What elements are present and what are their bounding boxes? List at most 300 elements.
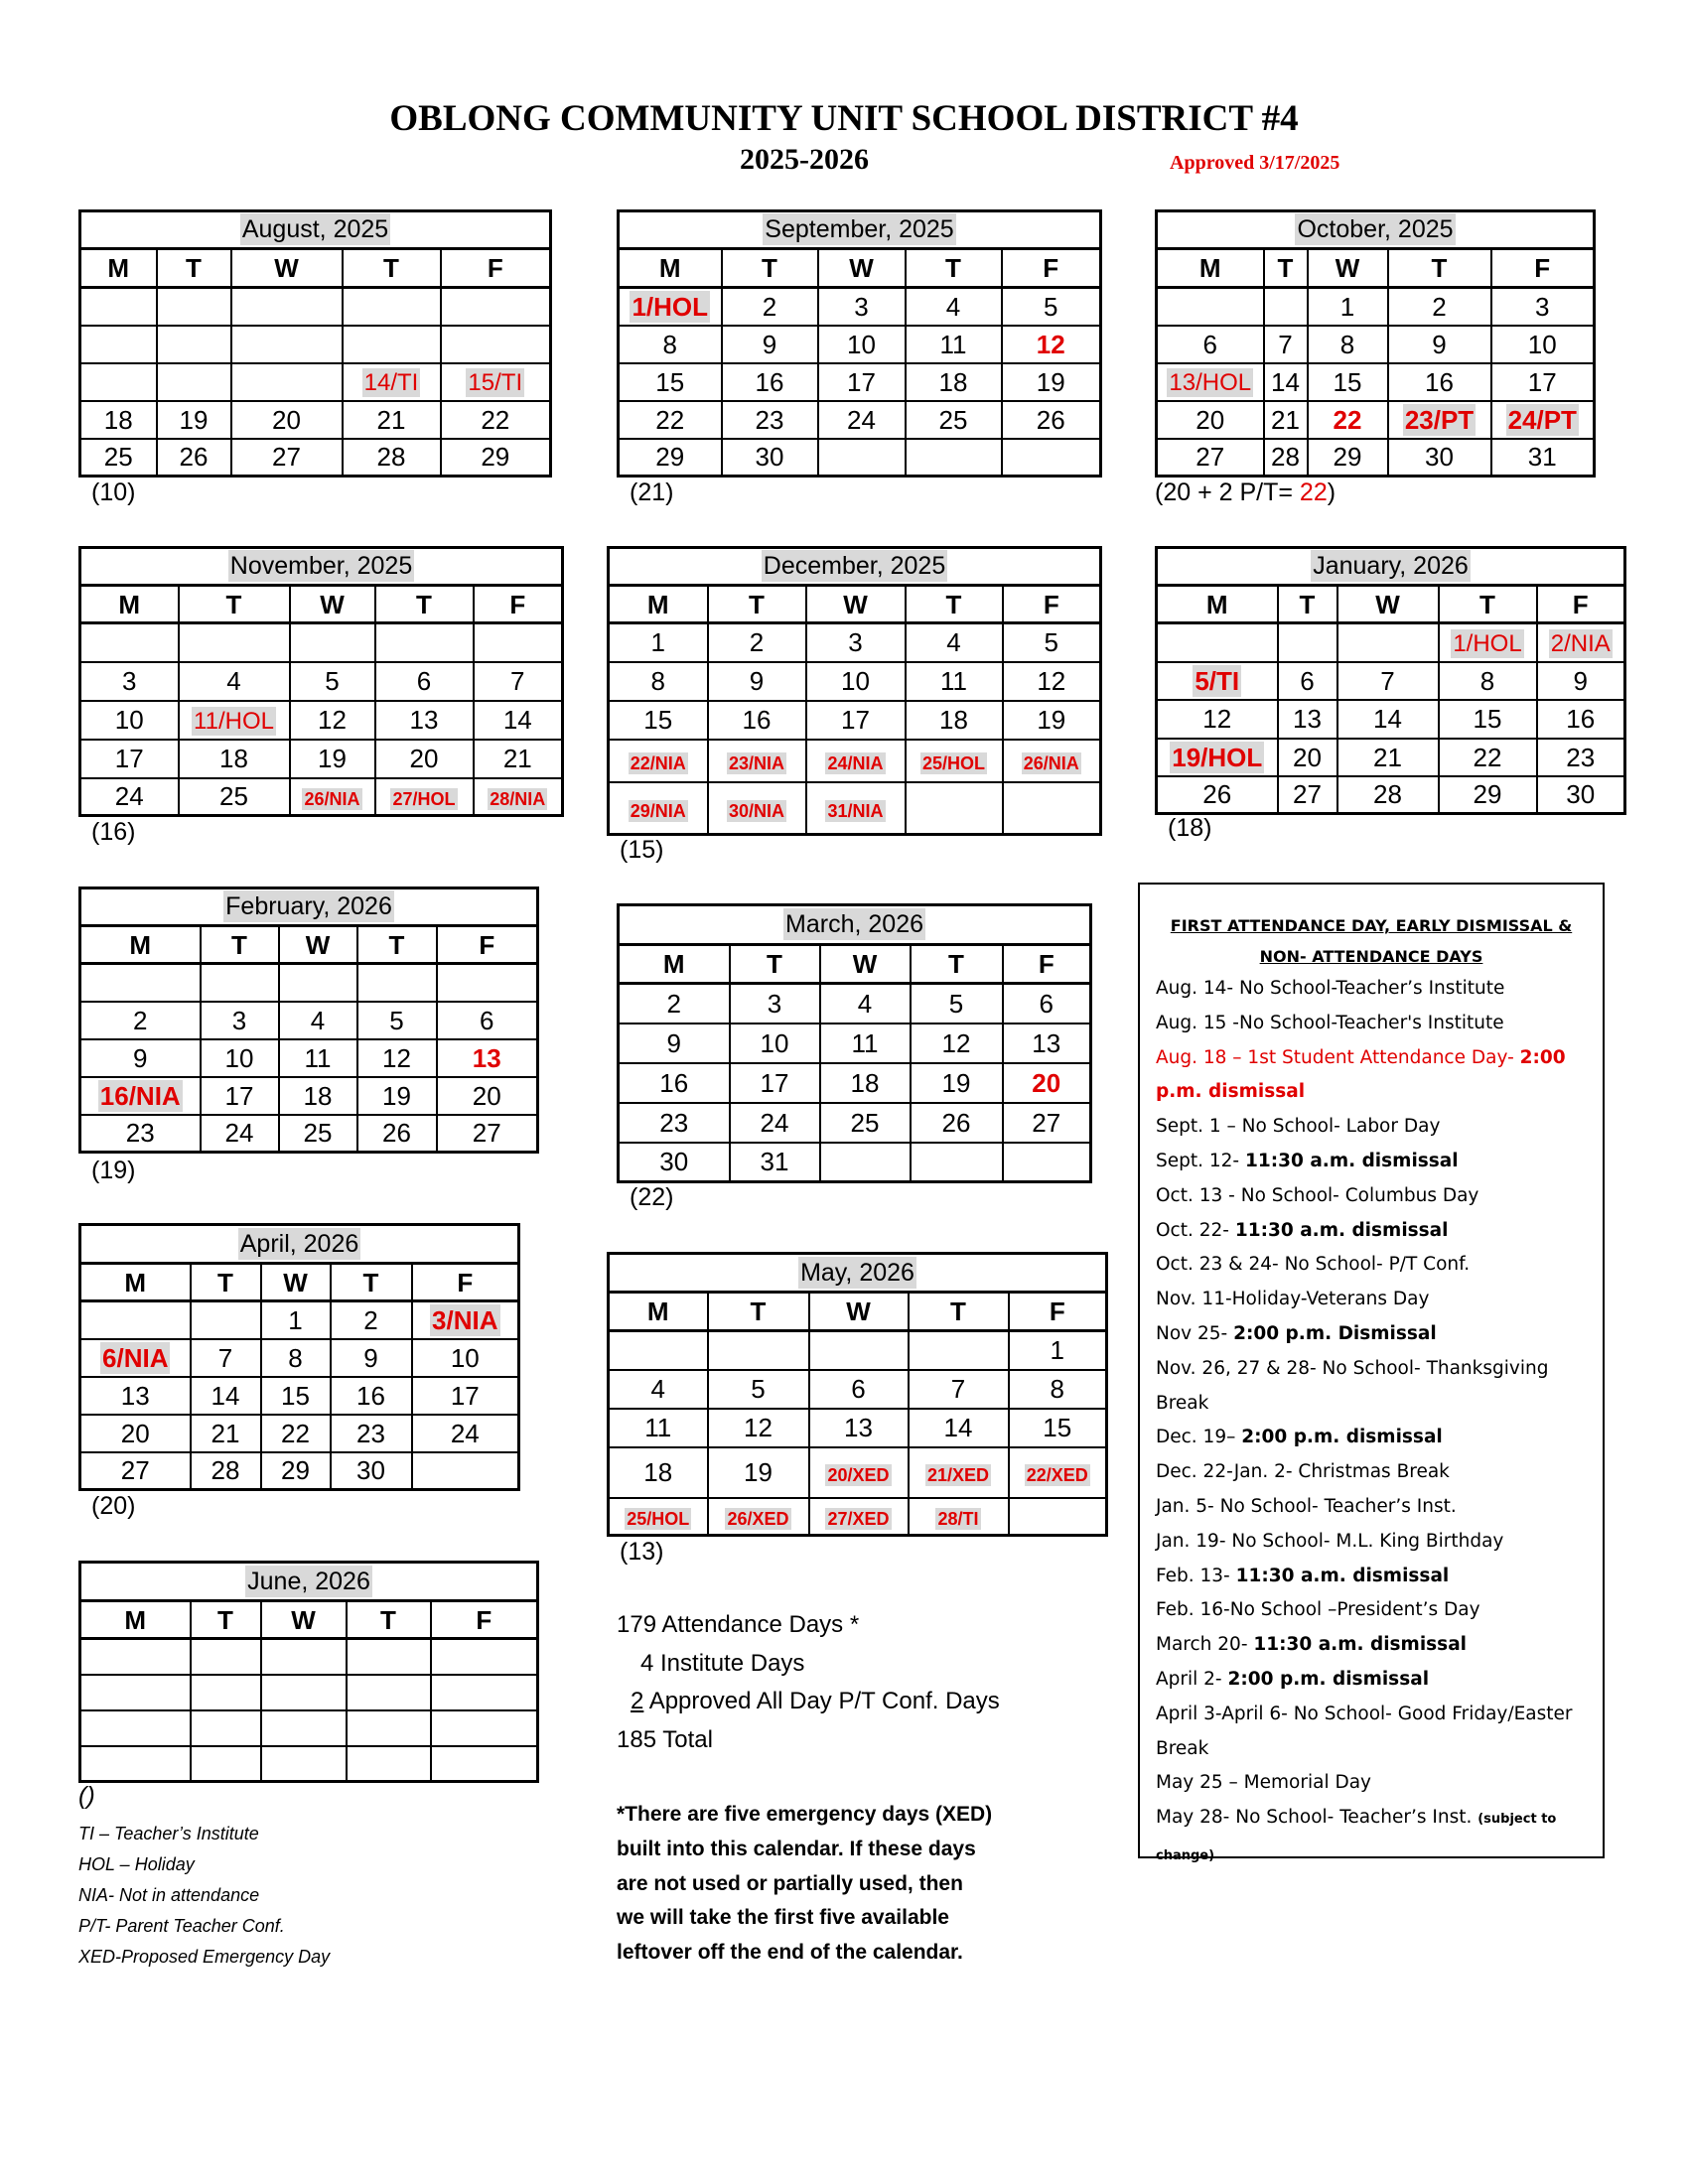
- day-cell: [619, 326, 722, 363]
- day-label: 9: [363, 1342, 378, 1373]
- day-cell: [80, 288, 157, 326]
- day-cell: [722, 326, 818, 363]
- day-cell: [231, 326, 343, 363]
- day-cell: [708, 701, 806, 740]
- day-cell: [261, 1675, 347, 1710]
- count-part: (20 + 2 P/T=: [1155, 478, 1300, 506]
- day-cell: [80, 1639, 191, 1675]
- day-cell: [441, 439, 551, 477]
- day-cell: [80, 964, 201, 1002]
- day-cell: [609, 782, 708, 835]
- day-label: 23: [659, 1107, 689, 1138]
- day-label: 15: [643, 705, 673, 735]
- day-label: 28/NIA: [490, 789, 546, 810]
- day-cell: [375, 740, 474, 778]
- day-cell: [1002, 326, 1101, 363]
- day-cell: [80, 1710, 191, 1746]
- day-cell: [1009, 1409, 1107, 1447]
- weekday-header: M: [619, 249, 722, 288]
- item-text-bold: 11:30 a.m. dismissal: [1234, 1219, 1449, 1241]
- day-cell: [1157, 401, 1264, 439]
- weekday-header: T: [201, 926, 279, 964]
- day-cell: [412, 1377, 519, 1415]
- day-cell: [1002, 363, 1101, 401]
- day-cell: [80, 1675, 191, 1710]
- day-cell: [818, 288, 906, 326]
- day-cell: [343, 401, 441, 439]
- weekday-header: W: [820, 945, 911, 984]
- day-label: 10: [1527, 329, 1557, 359]
- day-cell: [1439, 739, 1537, 776]
- item-text-pre: May 28- No School- Teacher’s Inst.: [1156, 1807, 1478, 1829]
- item-text-pre: Feb. 16-No School –President’s Day: [1156, 1599, 1480, 1621]
- day-label: 11/HOL: [194, 707, 274, 735]
- day-label: 10: [450, 1342, 480, 1373]
- month-title: December, 2025: [763, 552, 946, 580]
- week-row: [1157, 739, 1625, 776]
- day-cell: [1157, 700, 1278, 739]
- day-cell: [906, 401, 1002, 439]
- day-cell: [906, 439, 1002, 477]
- day-label: 28: [1373, 779, 1402, 810]
- day-cell: [609, 1370, 708, 1409]
- day-label: 4: [650, 1374, 665, 1404]
- day-cell: [80, 740, 179, 778]
- day-label: 22: [655, 404, 685, 435]
- item-text-pre: March 20-: [1156, 1634, 1254, 1656]
- day-cell: [474, 778, 563, 816]
- day-label: 15: [1043, 1413, 1072, 1442]
- day-cell: [261, 1746, 347, 1782]
- day-cell: [708, 1370, 809, 1409]
- day-cell: [619, 1103, 730, 1143]
- day-label: 12: [318, 705, 347, 735]
- attendance-days: 179 Attendance Days *: [617, 1611, 860, 1638]
- day-label: 17: [760, 1067, 789, 1098]
- day-cell: [911, 984, 1003, 1024]
- day-cell: [1157, 623, 1278, 662]
- item-text-pre: Aug. 14- No School-Teacher’s Institute: [1156, 978, 1505, 999]
- month-title-cell: [80, 888, 538, 926]
- day-label: 8: [1479, 665, 1495, 696]
- non-attendance-item: [1156, 1110, 1599, 1145]
- month-day-count: (20): [91, 1492, 136, 1520]
- day-cell: [820, 1024, 911, 1063]
- month-title-cell: [609, 548, 1101, 586]
- week-row: [80, 1746, 538, 1782]
- day-cell: [80, 1002, 201, 1039]
- footnote-line: *There are five emergency days (XED): [617, 1803, 993, 1826]
- day-cell: [191, 1675, 261, 1710]
- day-cell: [357, 964, 437, 1002]
- day-label: 11: [939, 329, 967, 359]
- day-cell: [619, 439, 722, 477]
- day-label: 20/XED: [827, 1465, 890, 1485]
- weekday-header: W: [290, 586, 375, 623]
- item-text-pre: Dec. 19–: [1156, 1427, 1242, 1448]
- day-label: 7: [1278, 329, 1293, 359]
- item-text-bold: 11:30 a.m. dismissal: [1244, 1150, 1459, 1171]
- day-label: 3: [767, 988, 782, 1019]
- day-cell: [80, 1415, 191, 1452]
- item-text-pre: Feb. 13-: [1156, 1565, 1236, 1586]
- month-day-count: (10): [91, 478, 136, 506]
- week-row: [80, 288, 551, 326]
- non-attendance-item: [1156, 1593, 1599, 1628]
- day-cell: [818, 439, 906, 477]
- day-label: 16/NIA: [99, 1080, 181, 1111]
- week-row: [80, 740, 563, 778]
- week-row: [80, 401, 551, 439]
- day-cell: [1337, 662, 1439, 700]
- week-row: [1157, 401, 1595, 439]
- day-label: 26: [941, 1107, 971, 1138]
- week-row: [609, 701, 1101, 740]
- day-cell: [179, 778, 290, 816]
- month-title: February, 2026: [225, 892, 392, 920]
- month-calendar: [78, 1223, 520, 1491]
- non-attendance-list: [1156, 972, 1599, 1874]
- week-row: [609, 1498, 1107, 1536]
- day-cell: [347, 1639, 431, 1675]
- week-row: [1157, 700, 1625, 739]
- day-cell: [909, 1331, 1009, 1370]
- day-cell: [231, 401, 343, 439]
- month-title-cell: [80, 1225, 519, 1264]
- day-label: 9: [749, 666, 765, 696]
- weekday-header: M: [1157, 249, 1264, 288]
- day-cell: [909, 1447, 1009, 1498]
- day-cell: [261, 1301, 331, 1339]
- day-label: 9: [133, 1042, 148, 1073]
- day-cell: [290, 623, 375, 662]
- day-label: 13/HOL: [1169, 369, 1252, 396]
- day-cell: [1157, 363, 1264, 401]
- day-cell: [290, 701, 375, 740]
- day-cell: [818, 401, 906, 439]
- weekday-header: T: [1278, 586, 1337, 623]
- day-label: 21: [502, 744, 532, 773]
- weekday-header: F: [1491, 249, 1595, 288]
- day-cell: [909, 1370, 1009, 1409]
- day-totals: [617, 1606, 1000, 1759]
- day-label: 19: [318, 744, 347, 773]
- day-label: 8: [288, 1342, 303, 1373]
- item-text-pre: Oct. 23 & 24- No School- P/T Conf.: [1156, 1254, 1471, 1276]
- day-cell: [437, 1002, 538, 1039]
- non-attendance-item: [1156, 1283, 1599, 1317]
- week-row: [80, 1452, 519, 1490]
- week-row: [80, 1002, 538, 1039]
- day-cell: [347, 1675, 431, 1710]
- item-text-pre: Aug. 15 -No School-Teacher's Institute: [1156, 1012, 1504, 1033]
- day-label: 2: [1432, 291, 1447, 322]
- day-label: 16: [356, 1380, 385, 1411]
- day-cell: [1002, 288, 1101, 326]
- day-label: 27: [1032, 1107, 1061, 1138]
- week-row: [80, 778, 563, 816]
- month-title: April, 2026: [239, 1229, 359, 1258]
- day-label: 14: [1271, 366, 1300, 397]
- item-text-bold: 11:30 a.m. dismissal: [1253, 1634, 1468, 1656]
- day-label: 24: [114, 781, 144, 812]
- weekday-header: W: [279, 926, 357, 964]
- day-cell: [279, 1039, 357, 1077]
- day-cell: [1264, 288, 1308, 326]
- day-cell: [80, 326, 157, 363]
- day-label: 7: [950, 1374, 966, 1404]
- month-day-count: (15): [620, 836, 664, 864]
- week-row: [80, 1301, 519, 1339]
- day-cell: [441, 363, 551, 401]
- weekday-header: F: [474, 586, 563, 623]
- week-row: [609, 662, 1101, 701]
- day-cell: [80, 1377, 191, 1415]
- day-cell: [1003, 740, 1101, 782]
- day-cell: [80, 1039, 201, 1077]
- weekday-header: T: [909, 1293, 1009, 1331]
- non-attendance-item: [1156, 1421, 1599, 1455]
- day-cell: [806, 782, 906, 835]
- day-cell: [818, 326, 906, 363]
- month-day-count: (18): [1168, 814, 1212, 842]
- weekday-header: W: [1308, 249, 1388, 288]
- week-row: [80, 326, 551, 363]
- day-cell: [911, 1024, 1003, 1063]
- non-attendance-item: [1156, 1525, 1599, 1560]
- day-cell: [809, 1370, 909, 1409]
- day-cell: [708, 740, 806, 782]
- day-cell: [911, 1143, 1003, 1182]
- day-cell: [343, 288, 441, 326]
- day-cell: [806, 662, 906, 701]
- week-row: [1157, 363, 1595, 401]
- day-cell: [1003, 623, 1101, 662]
- day-label: 2: [749, 627, 765, 658]
- day-label: 16: [659, 1067, 689, 1098]
- day-label: 10: [847, 329, 876, 359]
- day-cell: [437, 1115, 538, 1153]
- day-label: 23/PT: [1404, 404, 1475, 435]
- day-cell: [431, 1746, 538, 1782]
- day-cell: [80, 439, 157, 477]
- weekday-header: M: [609, 586, 708, 623]
- weekday-header: W: [1337, 586, 1439, 623]
- day-cell: [201, 1077, 279, 1115]
- item-text-pre: Oct. 22-: [1156, 1219, 1235, 1241]
- weekday-header: T: [375, 586, 474, 623]
- week-row: [1157, 776, 1625, 814]
- non-attendance-item: [1156, 1317, 1599, 1352]
- month-day-count: (13): [620, 1538, 664, 1566]
- day-cell: [80, 1077, 201, 1115]
- day-label: 22: [1473, 742, 1502, 772]
- day-cell: [1308, 401, 1388, 439]
- day-cell: [1439, 662, 1537, 700]
- day-label: 12: [1037, 666, 1066, 696]
- weekday-header: T: [347, 1601, 431, 1639]
- item-text-pre: Jan. 19- No School- M.L. King Birthday: [1156, 1530, 1504, 1552]
- month-title: October, 2025: [1297, 215, 1454, 243]
- day-cell: [431, 1675, 538, 1710]
- box-heading: [1140, 910, 1603, 972]
- day-label: 6: [1202, 329, 1217, 359]
- school-year: 2025-2026: [740, 143, 869, 176]
- day-label: 12: [382, 1042, 411, 1073]
- day-cell: [80, 1452, 191, 1490]
- day-label: 14: [1373, 704, 1402, 734]
- footnote-line: we will take the first five available: [617, 1906, 949, 1930]
- day-cell: [157, 439, 231, 477]
- day-cell: [1157, 288, 1264, 326]
- day-label: 9: [1573, 665, 1588, 696]
- day-label: 6: [416, 666, 432, 696]
- day-label: 30/NIA: [728, 800, 785, 821]
- day-cell: [1308, 363, 1388, 401]
- day-cell: [343, 363, 441, 401]
- day-label: 19: [179, 404, 209, 435]
- day-cell: [619, 363, 722, 401]
- day-label: 18: [850, 1067, 880, 1098]
- day-cell: [619, 1143, 730, 1182]
- day-label: 27: [1196, 442, 1225, 473]
- day-cell: [474, 740, 563, 778]
- day-label: 22: [481, 404, 510, 435]
- abbr-hol: HOL – Holiday: [78, 1854, 195, 1874]
- day-label: 21/XED: [926, 1465, 990, 1485]
- day-cell: [1537, 739, 1625, 776]
- day-label: 17: [450, 1380, 480, 1411]
- day-cell: [279, 1077, 357, 1115]
- item-text-pre: Jan. 5- No School- Teacher’s Inst.: [1156, 1495, 1457, 1517]
- weekday-header: T: [1388, 249, 1491, 288]
- weekday-header: T: [708, 1293, 809, 1331]
- day-label: 1/HOL: [632, 291, 709, 322]
- day-label: 3: [231, 1005, 247, 1035]
- weekday-header: F: [1537, 586, 1625, 623]
- week-row: [619, 1143, 1091, 1182]
- day-label: 25: [303, 1118, 333, 1149]
- day-label: 17: [841, 705, 870, 735]
- day-label: 1: [650, 627, 665, 658]
- day-cell: [809, 1498, 909, 1536]
- weekday-header: T: [331, 1264, 412, 1301]
- day-cell: [80, 662, 179, 701]
- day-cell: [437, 1039, 538, 1077]
- day-cell: [906, 740, 1003, 782]
- month-day-count: (16): [91, 818, 136, 846]
- abbr-pt: P/T- Parent Teacher Conf.: [78, 1916, 285, 1936]
- day-label: 26: [1036, 404, 1065, 435]
- weekday-header: T: [1264, 249, 1308, 288]
- day-cell: [609, 1498, 708, 1536]
- week-row: [1157, 623, 1625, 662]
- non-attendance-item: [1156, 1628, 1599, 1663]
- week-row: [1157, 326, 1595, 363]
- day-cell: [191, 1746, 261, 1782]
- day-label: 27/HOL: [392, 789, 456, 810]
- day-cell: [261, 1377, 331, 1415]
- day-label: 19/HOL: [1172, 742, 1263, 772]
- day-label: 29: [655, 442, 685, 473]
- day-label: 20: [120, 1418, 150, 1448]
- day-cell: [412, 1339, 519, 1377]
- week-row: [1157, 288, 1595, 326]
- day-label: 26/NIA: [304, 789, 360, 810]
- weekday-header: T: [179, 586, 290, 623]
- day-cell: [1337, 739, 1439, 776]
- day-label: 31: [1527, 442, 1557, 473]
- weekday-header: T: [911, 945, 1003, 984]
- pt-conf-days: [617, 1683, 1000, 1721]
- day-cell: [1009, 1370, 1107, 1409]
- day-label: 11: [940, 666, 967, 696]
- week-row: [609, 1370, 1107, 1409]
- month-calendar: [1155, 209, 1596, 478]
- weekday-header: M: [80, 1601, 191, 1639]
- weekday-header: T: [730, 945, 820, 984]
- month-calendar: [617, 209, 1102, 478]
- footnote-line: leftover off the end of the calendar.: [617, 1941, 963, 1965]
- day-cell: [375, 623, 474, 662]
- week-row: [80, 1115, 538, 1153]
- day-cell: [474, 623, 563, 662]
- day-cell: [809, 1409, 909, 1447]
- day-label: 25: [850, 1107, 880, 1138]
- week-row: [619, 288, 1101, 326]
- week-row: [619, 1063, 1091, 1103]
- day-cell: [201, 964, 279, 1002]
- day-cell: [806, 623, 906, 662]
- weekday-header: M: [619, 945, 730, 984]
- day-label: 7: [510, 666, 525, 696]
- day-cell: [609, 1409, 708, 1447]
- day-cell: [290, 662, 375, 701]
- week-row: [619, 1103, 1091, 1143]
- month-title: November, 2025: [229, 552, 413, 580]
- non-attendance-item: [1156, 1007, 1599, 1041]
- day-label: 30: [1566, 779, 1596, 810]
- approved-date: Approved 3/17/2025: [1170, 152, 1340, 174]
- day-label: 19: [744, 1457, 773, 1487]
- day-label: 12: [941, 1027, 971, 1058]
- day-cell: [375, 778, 474, 816]
- month-day-count: (): [78, 1782, 95, 1810]
- day-cell: [1278, 776, 1337, 814]
- week-row: [1157, 662, 1625, 700]
- day-cell: [157, 401, 231, 439]
- month-calendar: [78, 1561, 539, 1783]
- weekday-header: F: [1003, 945, 1091, 984]
- day-cell: [191, 1415, 261, 1452]
- day-cell: [1002, 401, 1101, 439]
- day-cell: [343, 326, 441, 363]
- day-cell: [441, 288, 551, 326]
- day-label: 8: [1339, 329, 1355, 359]
- day-cell: [609, 701, 708, 740]
- day-cell: [1009, 1447, 1107, 1498]
- day-cell: [80, 623, 179, 662]
- day-label: 5: [948, 988, 964, 1019]
- week-row: [80, 1639, 538, 1675]
- day-cell: [820, 1103, 911, 1143]
- item-text-bold: 2:00 p.m. dismissal: [1156, 1046, 1566, 1103]
- day-cell: [1491, 326, 1595, 363]
- day-cell: [906, 288, 1002, 326]
- day-cell: [261, 1339, 331, 1377]
- day-cell: [909, 1409, 1009, 1447]
- day-label: 21: [211, 1418, 240, 1448]
